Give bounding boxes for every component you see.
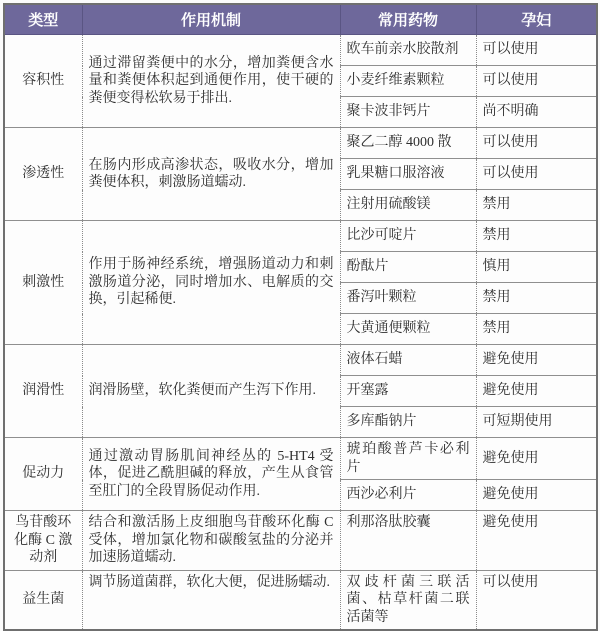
pregnancy-status: 可短期使用 [476, 407, 597, 438]
pregnancy-status: 慎用 [476, 252, 597, 283]
section-lubricant [4, 345, 597, 438]
header-mechanism: 作用机制 [82, 4, 340, 35]
drug-name: 番泻叶颗粒 [340, 283, 476, 314]
table-row [4, 35, 597, 66]
pregnancy-status: 避免使用 [476, 480, 597, 511]
header-type: 类型 [4, 4, 82, 35]
drug-name: 聚卡波非钙片 [340, 97, 476, 128]
drug-name: 小麦纤维素颗粒 [340, 66, 476, 97]
header-pregnancy: 孕妇 [476, 4, 597, 35]
section-bulk-forming [4, 35, 597, 128]
pregnancy-status: 可以使用 [476, 66, 597, 97]
mechanism-cell: 结合和激活肠上皮细胞鸟苷酸环化酶 C 受体，增加氯化物和碳酸氢盐的分泌并加速肠道蠕动. [82, 511, 340, 571]
pregnancy-status: 禁用 [476, 314, 597, 345]
pregnancy-status: 可以使用 [476, 159, 597, 190]
mechanism-cell: 通过滞留粪便中的水分，增加粪便含水量和粪便体积起到通便作用，使干硬的粪便变得松软易于排出. [82, 35, 340, 128]
pregnancy-status: 避免使用 [476, 345, 597, 376]
pregnancy-status: 避免使用 [476, 511, 597, 571]
table-row [4, 345, 597, 376]
pregnancy-status: 禁用 [476, 283, 597, 314]
table-row [4, 438, 597, 480]
drug-name: 聚乙二醇 4000 散 [340, 128, 476, 159]
drug-name: 液体石蜡 [340, 345, 476, 376]
mechanism-cell: 作用于肠神经系统，增强肠道动力和刺激肠道分泌，同时增加水、电解质的交换，引起稀便. [82, 221, 340, 345]
laxative-table [3, 3, 598, 631]
mechanism-cell: 润滑肠壁，软化粪便而产生泻下作用. [82, 345, 340, 438]
drug-name: 利那洛肽胶囊 [340, 511, 476, 571]
section-osmotic [4, 128, 597, 221]
type-cell: 渗透性 [4, 128, 82, 221]
drug-name: 多库酯钠片 [340, 407, 476, 438]
type-cell: 刺激性 [4, 221, 82, 345]
table-row [4, 128, 597, 159]
table-row [4, 511, 597, 571]
type-cell: 促动力 [4, 438, 82, 511]
pregnancy-status: 避免使用 [476, 376, 597, 407]
drug-name: 酚酞片 [340, 252, 476, 283]
pregnancy-status: 可以使用 [476, 35, 597, 66]
pregnancy-status: 可以使用 [476, 570, 597, 630]
section-guanylate-cyclase-agonist [4, 511, 597, 571]
pregnancy-status: 可以使用 [476, 128, 597, 159]
mechanism-cell: 通过激动胃肠肌间神经丛的 5-HT4 受体，促进乙酰胆碱的释放，产生从食管至肛门的全段胃肠促动作用. [82, 438, 340, 511]
drug-name: 大黄通便颗粒 [340, 314, 476, 345]
pregnancy-status: 禁用 [476, 221, 597, 252]
drug-name: 双歧杆菌三联活菌、枯草杆菌二联活菌等 [340, 570, 476, 630]
type-cell: 润滑性 [4, 345, 82, 438]
type-cell: 鸟苷酸环化酶 C 激动剂 [4, 511, 82, 571]
pregnancy-status: 禁用 [476, 190, 597, 221]
header-drugs: 常用药物 [340, 4, 476, 35]
drug-name: 比沙可啶片 [340, 221, 476, 252]
drug-name: 开塞露 [340, 376, 476, 407]
drug-name: 欧车前亲水胶散剂 [340, 35, 476, 66]
drug-name: 注射用硫酸镁 [340, 190, 476, 221]
pregnancy-status: 避免使用 [476, 438, 597, 480]
table-row [4, 570, 597, 630]
table-row [4, 221, 597, 252]
drug-name: 西沙必利片 [340, 480, 476, 511]
section-prokinetic [4, 438, 597, 511]
header-row [4, 4, 597, 35]
section-probiotic [4, 570, 597, 630]
type-cell: 容积性 [4, 35, 82, 128]
mechanism-cell: 调节肠道菌群，软化大便，促进肠蠕动. [82, 570, 340, 630]
type-cell: 益生菌 [4, 570, 82, 630]
mechanism-cell: 在肠内形成高渗状态，吸收水分，增加粪便体积，刺激肠道蠕动. [82, 128, 340, 221]
drug-name: 琥珀酸普芦卡必利片 [340, 438, 476, 480]
drug-name: 乳果糖口服溶液 [340, 159, 476, 190]
pregnancy-status: 尚不明确 [476, 97, 597, 128]
section-stimulant [4, 221, 597, 345]
